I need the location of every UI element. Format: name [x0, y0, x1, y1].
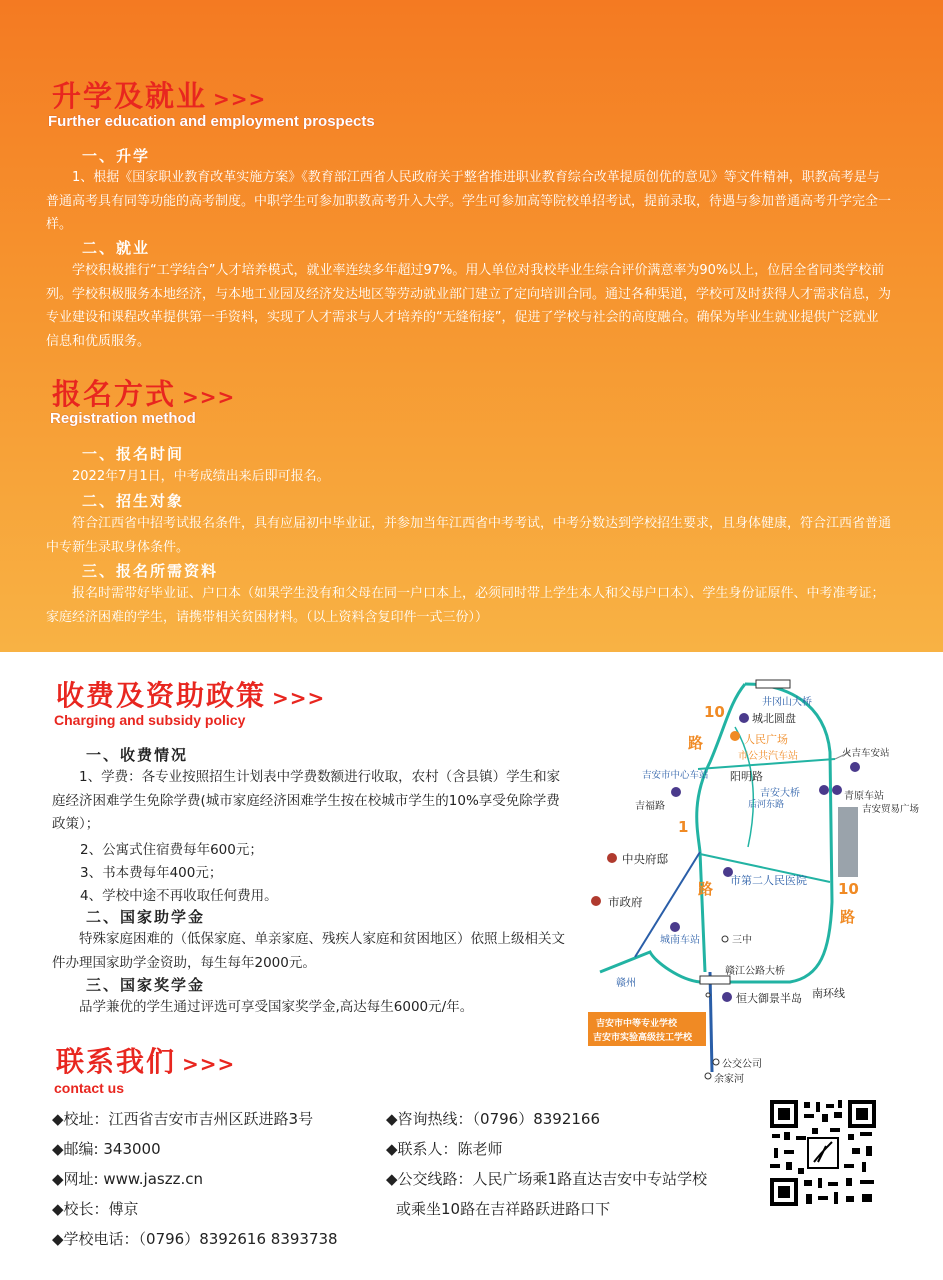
contact-postcode: ◆邮编: 343000 — [52, 1140, 161, 1158]
contact-website[interactable]: ◆网址: www.jaszz.cn — [52, 1170, 203, 1188]
registration-para3: 报名时需带好毕业证、户口本（如果学生没有和父母在同一户口本上，必须同时带上学生本人和父母户口本）、学生身份证原件、中考准考证；家庭经济困难的学生，请携带相关贫困材料。（以上资料含复印件一式三份）） — [46, 586, 885, 625]
fees-line3: 3、书本费每年400元； — [80, 865, 223, 881]
label-busstation: 市公共汽车站 — [738, 751, 798, 762]
qingyuan-dot — [832, 785, 842, 795]
zhongyang-dot — [607, 853, 617, 863]
label-ganjiang-bridge: 赣江公路大桥 — [725, 966, 785, 977]
central-station-dot — [671, 787, 681, 797]
label-ganzhou: 赣州 — [616, 978, 636, 989]
label-hengda: 恒大御景半岛 — [736, 992, 802, 1005]
employment-sub2: 二、就业 — [82, 239, 151, 257]
label-bus-company: 公交公司 — [722, 1059, 762, 1070]
trade-plaza-block — [838, 807, 858, 877]
registration-title: 报名方式 >>> — [52, 377, 236, 411]
fees-title-en: Charging and subsidy policy — [54, 712, 246, 728]
route-10-branch — [697, 684, 745, 972]
registration-title-en: Registration method — [50, 410, 196, 427]
square-dot — [730, 731, 740, 741]
bus-company-dot — [713, 1059, 719, 1065]
label-route1: 1 — [678, 818, 689, 836]
employment-title: 升学及就业 >>> — [52, 79, 267, 113]
fees-para2: 特殊家庭困难的（低保家庭、单亲家庭、残疾人家庭和贫困地区）依照上级相关文件办理国家助学金资助，每生每年2000元。 — [52, 931, 565, 971]
bridge-jinggangshan — [756, 680, 790, 688]
label-lu1: 路 — [688, 734, 704, 752]
chengnan-dot — [670, 922, 680, 932]
contact-phone: ◆学校电话：（0796）8392616 8393738 — [52, 1230, 338, 1248]
fees-sub1: 一、收费情况 — [86, 746, 189, 764]
registration-sub1: 一、报名时间 — [82, 445, 185, 463]
label-chengbei: 城北圆盘 — [752, 712, 796, 725]
label-school1: 吉安市中等专业学校 — [596, 1019, 678, 1029]
fees-para3: 品学兼优的学生通过评选可享受国家奖学金,高达每生6000元/年。 — [79, 999, 474, 1015]
registration-para1: 2022年7月1日，中考成绩出来后即可报名。 — [72, 469, 330, 484]
label-houhe: 后河东路 — [748, 800, 785, 810]
train-dot — [850, 762, 860, 772]
fees-sub2: 二、国家助学金 — [86, 908, 206, 926]
label-yujiahe: 余家河 — [714, 1074, 744, 1085]
registration-sub3: 三、报名所需资料 — [82, 562, 219, 580]
hengda-dot — [722, 992, 732, 1002]
fees-para1: 1、学费：各专业按照招生计划表中学费数额进行收取，农村（含县镇）学生和家庭经济困难学生免除学费(城市家庭经济困难学生按在校城市学生的10%享受免除学费政策）； — [52, 769, 561, 832]
registration-para2: 符合江西省中招考试报名条件，具有应届初中毕业证，并参加当年江西省中考考试，中考分数达到学校招生要求，且身体健康，符合江西省普通中专新生录取身体条件。 — [46, 516, 892, 555]
label-jian-bridge: 吉安大桥 — [760, 788, 800, 799]
chengbei-dot — [739, 713, 749, 723]
route-1-line — [710, 972, 712, 1072]
label-central-station: 吉安市中心车站 — [642, 770, 709, 781]
label-route10b: 10 — [838, 880, 859, 898]
contact-hotline: ◆咨询热线：（0796）8392166 — [386, 1110, 601, 1128]
route-map — [580, 672, 920, 1092]
label-nanhuan: 南环线 — [812, 987, 845, 1000]
registration-sub2: 二、招生对象 — [82, 492, 185, 510]
contact-bus2: 或乘坐10路在吉祥路跃进路口下 — [396, 1200, 611, 1218]
label-sanzhong: 三中 — [732, 935, 752, 946]
contact-title-en: contact us — [54, 1080, 125, 1096]
bridge-ganjiang — [700, 976, 730, 984]
qr-code — [768, 1098, 878, 1208]
label-jifu: 吉福路 — [635, 801, 665, 812]
label-school2: 吉安市实验高级技工学校 — [593, 1033, 693, 1043]
jian-bridge-dot — [819, 785, 829, 795]
label-lu3: 路 — [698, 880, 714, 898]
employment-para1: 1、根据《国家职业教育改革实施方案》《教育部江西省人民政府关于整省推进职业教育综合改革提质创优的意见》等文件精神，职教高考是与普通高考具有同等功能的高考制度。中职学生可参加职教高考升入大学。学生可参加高等院校单招考试，提前录取，待遇与参加普通高考升学完全一样。 — [46, 170, 892, 232]
employment-para2: 学校积极推行“工学结合”人才培养模式，就业率连续多年超过97%。用人单位对我校毕业生综合评价满意率为90%以上，位居全省同类学校前列。学校积极服务本地经济，与本地工业园及经济发达地区等劳动就业部门建立了定向培训合同。通过各种渠道，学校可及时获得人才需求信息，为专业建设和课程改革提供第一手资料，实现了人才需求与人才培养的“无缝衔接”，促进了学校与社会的高度融合。确保为毕业生就业提供广泛就业信息和优质服务。 — [46, 263, 892, 349]
label-yangming: 阳明路 — [730, 770, 763, 783]
label-qingyuan: 青原车站 — [844, 791, 884, 802]
sanzhong-dot — [722, 936, 728, 942]
yujiahe-dot — [705, 1073, 711, 1079]
employment-title-en: Further education and employment prospects — [48, 113, 375, 130]
contact-principal: ◆校长：傅京 — [52, 1200, 139, 1218]
fees-title: 收费及资助政策 >>> — [56, 679, 326, 712]
label-square: 人民广场 — [744, 733, 788, 746]
contact-person: ◆联系人：陈老师 — [386, 1140, 503, 1158]
employment-sub1: 一、升学 — [82, 147, 151, 165]
label-train: 火吉车安站 — [842, 748, 890, 759]
label-route10a: 10 — [704, 703, 725, 721]
fees-line2: 2、公寓式住宿费每年600元； — [80, 842, 263, 858]
label-trade-plaza: 吉安贸易广场 — [862, 804, 920, 815]
label-lu2: 路 — [840, 908, 856, 926]
label-chengnan: 城南车站 — [660, 935, 700, 946]
route-dot — [706, 993, 710, 997]
fees-sub3: 三、国家奖学金 — [86, 976, 206, 994]
label-hospital: 市第二人民医院 — [730, 874, 807, 887]
fees-line4: 4、学校中途不再收取任何费用。 — [80, 888, 278, 904]
contact-bus: ◆公交线路：人民广场乘1路直达吉安中专站学校 — [386, 1170, 708, 1188]
label-zhongyang: 中央府邸 — [622, 852, 668, 866]
contact-title: 联系我们 >>> — [56, 1045, 236, 1078]
label-government: 市政府 — [608, 895, 643, 909]
label-bridge1: 井冈山大桥 — [762, 697, 812, 708]
government-dot — [591, 896, 601, 906]
route-10-line — [600, 684, 832, 982]
contact-address: ◆校址：江西省吉安市吉州区跃进路3号 — [52, 1110, 314, 1128]
